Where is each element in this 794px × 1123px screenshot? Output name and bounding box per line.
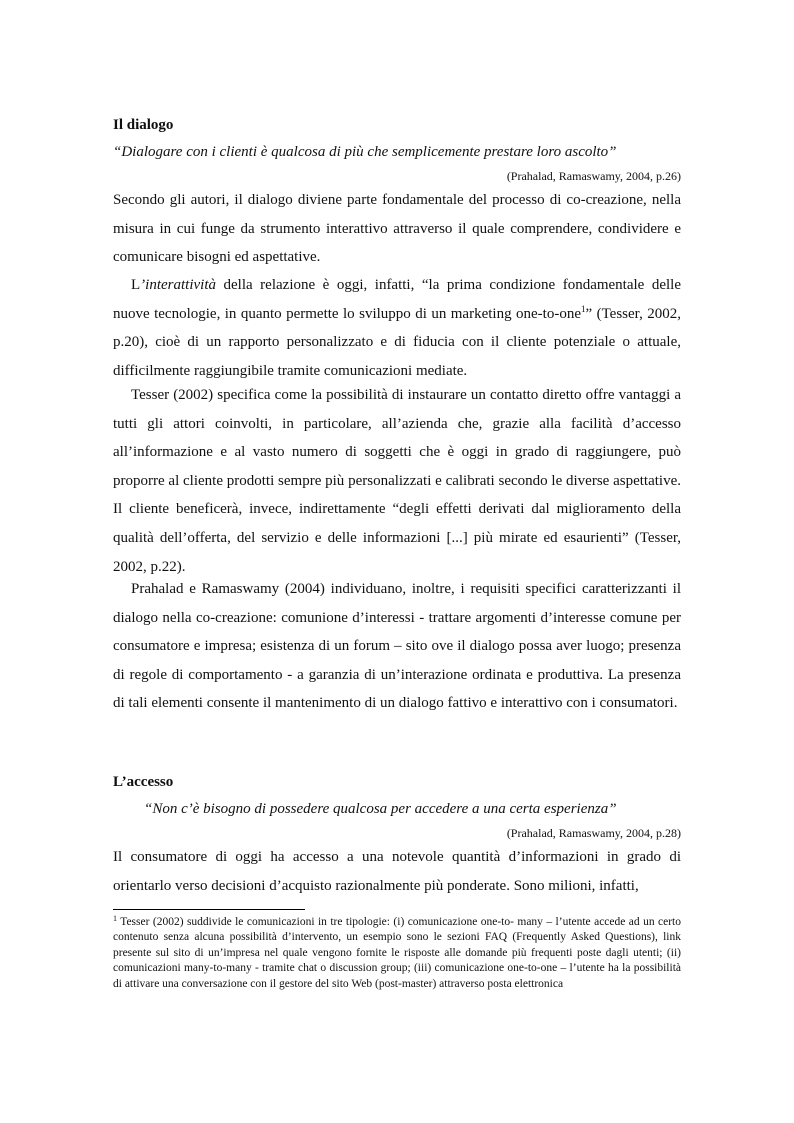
paragraph: Secondo gli autori, il dialogo diviene parte fondamentale del processo di co-creazione, nella misura in cui funge da strumento interattivo attraverso il quale comprendere, condividere e comunicare bisogni ed aspettative.: [113, 192, 681, 266]
emphasis-term: ’interattività: [140, 277, 216, 293]
footnote: [113, 915, 681, 992]
text-run: ” (Tesser, 2002, p.20), cioè di un rapporto personalizzato e di fiducia con il cliente potenziale o attuale, difficilmente raggiungibile tramite comunicazioni mediate.: [113, 305, 682, 379]
epigraph-quote: “Non c’è bisogno di possedere qualcosa per accedere a una certa esperienza”: [144, 801, 617, 817]
epigraph-citation: (Prahalad, Ramaswamy, 2004, p.28): [506, 826, 681, 840]
text-run: della relazione è oggi, infatti, “la prima condizione fondamentale delle nuove tecnologie, in quanto permette lo sviluppo di un marketing one-to-one: [113, 277, 681, 322]
footnote-ref[interactable]: 1: [580, 303, 586, 314]
paragraph: Prahalad e Ramaswamy (2004) individuano, inoltre, i requisiti specifici caratterizzanti il dialogo nella co-creazione: comunione d’interessi - trattare argomenti d’interesse comune per consumatore e impresa; esistenza di un forum – sito ove il dialogo possa aver luogo; presenza di regole di comportamento - a garanzia di un’interazione ordinata e produttiva. La presenza di tali elementi consente il mantenimento di un dialogo fattivo e interattivo con i consumatori.: [113, 581, 681, 712]
footnote-separator: [113, 909, 305, 910]
footnote-text: Tesser (2002) suddivide le comunicazioni in tre tipologie: (i) comunicazione one-to- many – l’utente accede ad un certo contenuto senza alcuna possibilità d’intervento, un esempio sono le sezioni FAQ (Frequently Asked Questions), link presente sul sito di un’impresa nel quale vengono fornite le risposte alle domande più frequenti poste dagli utenti; (ii) comunicazioni many-to-many - tramite chat o discussion group; (iii) comunicazione one-to-one – l’utente ha la possibilità di attivare una conversazione con il gestore del sito Web (post-master) attraverso posta elettronica: [113, 916, 681, 990]
paragraph: Il consumatore di oggi ha accesso a una notevole quantità d’informazioni in grado di orientarlo verso decisioni d’acquisto razionalmente più ponderate. Sono milioni, infatti,: [113, 849, 681, 894]
epigraph-citation: (Prahalad, Ramaswamy, 2004, p.26): [506, 169, 681, 183]
text-run: L: [131, 277, 141, 293]
paragraph-interattivita: [113, 271, 681, 385]
section-heading-accesso: L’accesso: [113, 774, 174, 790]
section-heading-dialogo: Il dialogo: [113, 117, 174, 133]
epigraph-quote: “Dialogare con i clienti è qualcosa di più che semplicemente prestare loro ascolto”: [113, 144, 617, 160]
footnote-number: 1: [113, 914, 117, 923]
paragraph: Tesser (2002) specifica come la possibilità di instaurare un contatto diretto offre vantaggi a tutti gli attori coinvolti, in particolare, all’azienda che, grazie alla facilità d’accesso all’informazione e al vasto numero di soggetti che è oggi in grado di raggiungere, può proporre al cliente prodotti sempre più personalizzati e calibrati secondo le diverse aspettative. Il cliente beneficerà, invece, indirettamente “degli effetti derivati dal miglioramento della qualità dell’offerta, del servizio e delle informazioni [...] più mirate ed esaurienti” (Tesser, 2002, p.22).: [113, 387, 681, 575]
